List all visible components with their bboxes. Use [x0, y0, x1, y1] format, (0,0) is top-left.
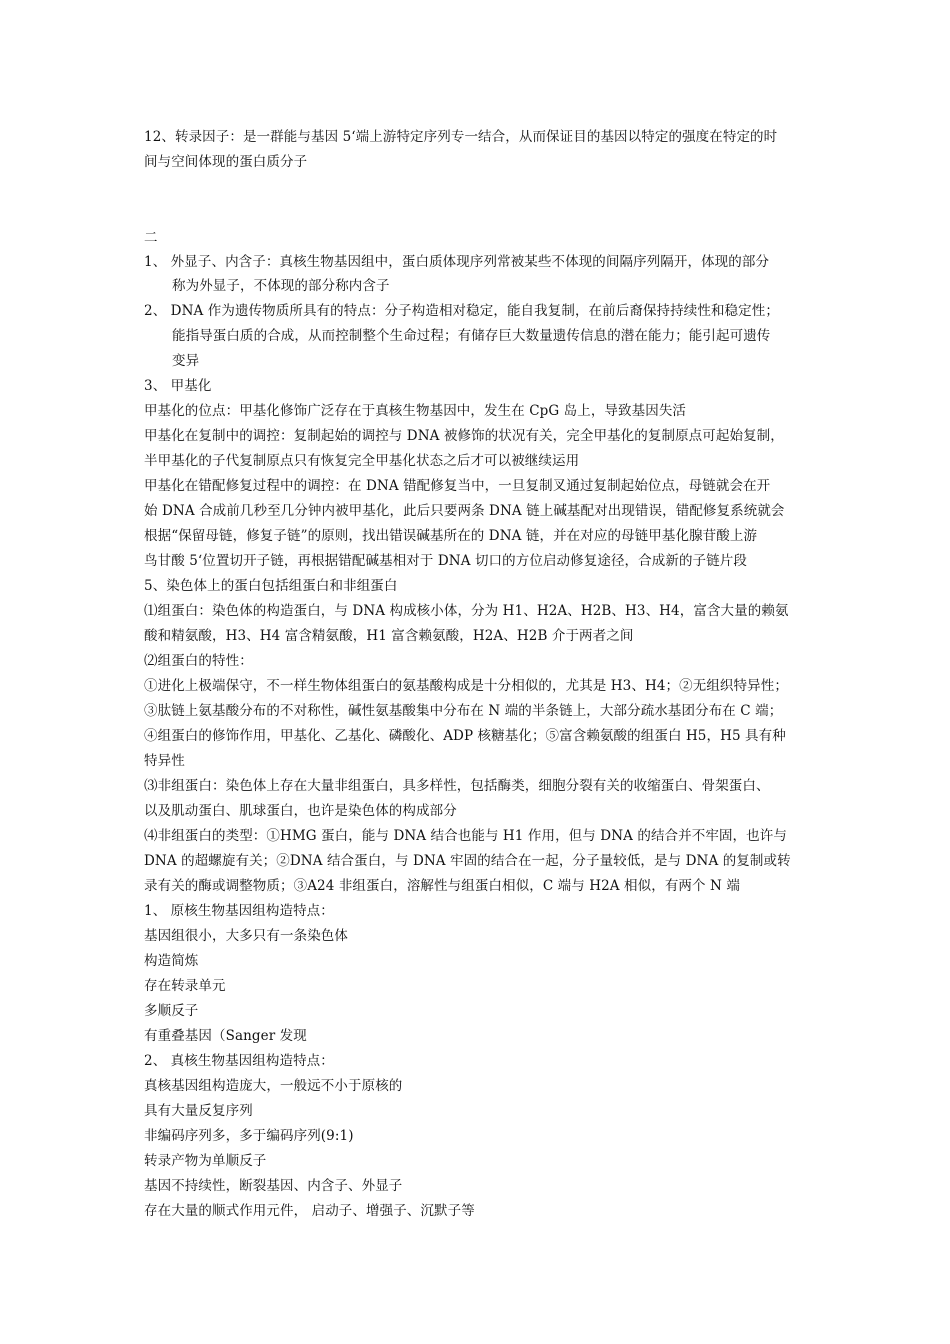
paragraph-line: 非编码序列多，多于编码序列(9:1)	[144, 1128, 354, 1144]
paragraph-line: 以及肌动蛋白、肌球蛋白，也许是染色体的构成部分	[144, 803, 457, 819]
paragraph-line: 基因组很小，大多只有一条染色体	[144, 928, 348, 944]
paragraph-line: 录有关的酶或调整物质；③A24 非组蛋白，溶解性与组蛋白相似，C 端与 H2A 相似，有两个 N 端	[144, 878, 740, 894]
paragraph-line: 具有大量反复序列	[144, 1103, 253, 1119]
paragraph-line: 转录产物为单顺反子	[144, 1153, 267, 1169]
paragraph-line: 基因不持续性，断裂基因、内含子、外显子	[144, 1178, 403, 1194]
list-item: 2、 真核生物基因组构造特点：	[144, 1053, 334, 1069]
paragraph-line: 间与空间体现的蛋白质分子	[144, 154, 308, 170]
paragraph-line: 甲基化的位点：甲基化修饰广泛存在于真核生物基因中，发生在 CpG 岛上，导致基因失活	[144, 403, 687, 419]
paragraph-line: 5、染色体上的蛋白包括组蛋白和非组蛋白	[144, 578, 398, 594]
paragraph-line: 甲基化在错配修复过程中的调控：在 DNA 错配修复当中，一旦复制叉通过复制起始位点，母链就会在开	[144, 478, 771, 494]
paragraph-line: 酸和精氨酸，H3、H4 富含精氨酸，H1 富含赖氨酸，H2A、H2B 介于两者之间	[144, 628, 634, 644]
list-item: 2、 DNA 作为遗传物质所具有的特点：分子构造相对稳定，能自我复制，在前后裔保持持续性和稳定性；	[144, 303, 779, 319]
paragraph-line: 有重叠基因（Sanger 发现	[144, 1028, 307, 1044]
paragraph-line: ③肽链上氨基酸分布的不对称性，碱性氨基酸集中分布在 N 端的半条链上，大部分疏水基团分布在 C 端；	[144, 703, 783, 719]
paragraph-line: 12、转录因子：是一群能与基因 5‘端上游特定序列专一结合，从而保证目的基因以特定的强度在特定的时	[144, 129, 778, 145]
paragraph-line: DNA 的超螺旋有关；②DNA 结合蛋白，与 DNA 牢固的结合在一起，分子量较低，是与 DNA 的复制或转	[144, 853, 791, 869]
section-heading: 二	[144, 230, 158, 246]
paragraph-line: ④组蛋白的修饰作用，甲基化、乙基化、磷酸化、ADP 核糖基化；⑤富含赖氨酸的组蛋白 H5，H5 具有种	[144, 728, 786, 744]
paragraph-line: ⑵组蛋白的特性：	[144, 653, 253, 669]
paragraph-line: 甲基化在复制中的调控：复制起始的调控与 DNA 被修饰的状况有关，完全甲基化的复制原点可起始复制，	[144, 428, 784, 444]
paragraph-line: ⑷非组蛋白的类型：①HMG 蛋白，能与 DNA 结合也能与 H1 作用，但与 DNA 的结合并不牢固，也许与	[144, 828, 787, 844]
paragraph-line: 存在大量的顺式作用元件， 启动子、增强子、沉默子等	[144, 1203, 475, 1219]
paragraph-line: 构造简炼	[144, 953, 199, 969]
paragraph-line: 半甲基化的子代复制原点只有恢复完全甲基化状态之后才可以被继续运用	[144, 453, 580, 469]
paragraph-line: 存在转录单元	[144, 978, 226, 994]
paragraph-line: ⑶非组蛋白：染色体上存在大量非组蛋白，具多样性，包括酶类，细胞分裂有关的收缩蛋白、骨架蛋白、	[144, 778, 770, 794]
paragraph-line: 多顺反子	[144, 1003, 199, 1019]
paragraph-line: ⑴组蛋白：染色体的构造蛋白，与 DNA 构成核小体，分为 H1、H2A、H2B、H3、H4，富含大量的赖氨	[144, 603, 789, 619]
paragraph-line: 始 DNA 合成前几秒至几分钟内被甲基化，此后只要两条 DNA 链上碱基配对出现错误，错配修复系统就会	[144, 503, 785, 519]
paragraph-line: 根据“保留母链，修复子链”的原则，找出错误碱基所在的 DNA 链，并在对应的母链甲基化腺苷酸上游	[144, 528, 758, 544]
list-item-continuation: 能指导蛋白质的合成，从而控制整个生命过程；有储存巨大数量遗传信息的潜在能力；能引起可遗传	[172, 328, 771, 344]
list-item: 1、 外显子、内含子：真核生物基因组中，蛋白质体现序列常被某些不体现的间隔序列隔开，体现的部分	[144, 254, 770, 270]
paragraph-line: 鸟甘酸 5‘位置切开子链，再根据错配碱基相对于 DNA 切口的方位启动修复途径，合成新的子链片段	[144, 553, 747, 569]
paragraph-line: ①进化上极端保守，不一样生物体组蛋白的氨基酸构成是十分相似的，尤其是 H3、H4；②无组织特异性；	[144, 678, 788, 694]
list-item-continuation: 变异	[172, 353, 200, 369]
list-item-continuation: 称为外显子，不体现的部分称内含子	[172, 278, 390, 294]
list-item: 1、 原核生物基因组构造特点：	[144, 903, 334, 919]
list-item: 3、 甲基化	[144, 378, 212, 394]
paragraph-line: 真核基因组构造庞大，一般远不小于原核的	[144, 1078, 403, 1094]
paragraph-line: 特异性	[144, 753, 185, 769]
